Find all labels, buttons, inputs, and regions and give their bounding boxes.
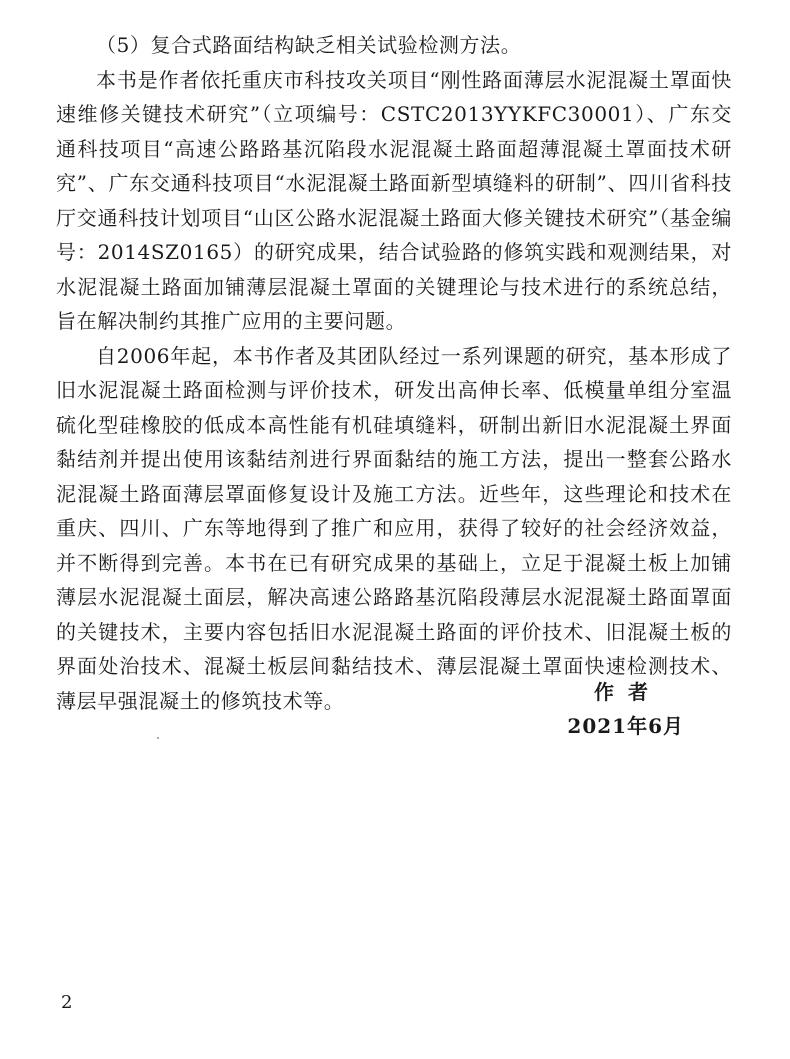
signature-date: 2021年6月 <box>567 714 684 738</box>
body-text <box>56 28 732 718</box>
paragraph-1: （5）复合式路面结构缺乏相关试验检测方法。 <box>96 33 522 57</box>
paragraph-2: 本书是作者依托重庆市科技攻关项目“刚性路面薄层水泥混凝土罩面快速维修关键技术研究”（立项编号：CSTC2013YYKFC30001）、广东交通科技项目“高速公路路基沉陷段水泥混凝土路面超薄混凝土罩面技术研究”、广东交通科技项目“水泥混凝土路面新型填缝料的研制”、四川省科技厅交通科技计划项目“山区公路水泥混凝土路面大修关键技术研究”（基金编号：2014SZ0165）的研究成果，结合试验路的修筑实践和观测结果，对水泥混凝土路面加铺薄层混凝土罩面的关键理论与技术进行的系统总结，旨在解决制约其推广应用的主要问题。 <box>56 67 732 333</box>
scan-speck <box>157 737 159 739</box>
author-signature: 作者 <box>594 680 662 704</box>
page-number: 2 <box>61 992 73 1013</box>
paragraph-3: 自2006年起，本书作者及其团队经过一系列课题的研究，基本形成了旧水泥混凝土路面检测与评价技术，研发出高伸长率、低模量单组分室温硫化型硅橡胶的低成本高性能有机硅填缝料，研制出新旧水泥混凝土界面黏结剂并提出使用该黏结剂进行界面黏结的施工方法，提出一整套公路水泥混凝土路面薄层罩面修复设计及施工方法。近些年，这些理论和技术在重庆、四川、广东等地得到了推广和应用，获得了较好的社会经济效益，并不断得到完善。本书在已有研究成果的基础上，立足于混凝土板上加铺薄层水泥混凝土面层，解决高速公路路基沉陷段薄层水泥混凝土路面罩面的关键技术，主要内容包括旧水泥混凝土路面的评价技术、旧混凝土板的界面处治技术、混凝土板层间黏结技术、薄层混凝土罩面快速检测技术、薄层早强混凝土的修筑技术等。 <box>56 343 732 713</box>
